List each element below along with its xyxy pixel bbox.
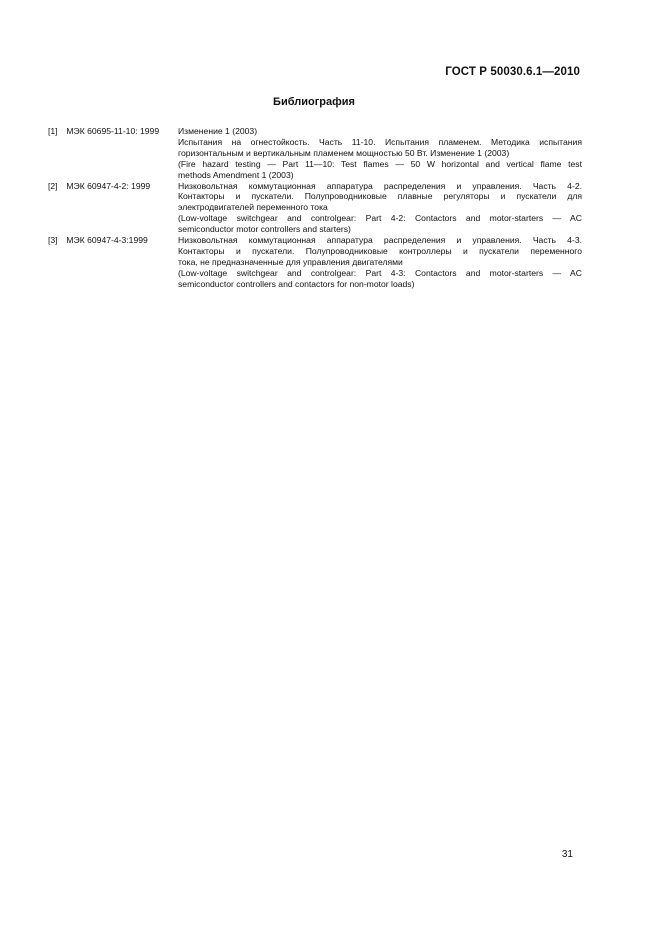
entry-line: электродвигателей переменного тока	[178, 202, 328, 213]
entry-line: (Low-voltage switchgear and controlgear: Part 4-2: Contactors and motor-starters — AC	[178, 213, 582, 224]
entry-standard: МЭК 60947-4-2: 1999	[66, 180, 151, 191]
entry-line: Контакторы и пускатели. Полупроводниковые контроллеры и пускатели переменного	[178, 245, 582, 256]
bibliography-entry	[48, 235, 582, 290]
section-title: Библиография	[273, 96, 355, 108]
entry-line: Изменение 1 (2003)	[178, 126, 258, 136]
entry-reference	[48, 235, 178, 290]
entry-number: [1]	[48, 126, 58, 136]
page-number: 31	[561, 849, 573, 860]
bibliography-entry	[48, 181, 582, 236]
entry-line: semiconductor controllers and contactors for non-motor loads)	[178, 278, 415, 289]
entry-description	[178, 181, 582, 236]
entry-line: горизонтальным и вертикальным пламенем мощностью 50 Вт. Изменение 1 (2003)	[178, 147, 510, 158]
entry-line: (Fire hazard testing — Part 11—10: Test flames — 50 W horizontal and vertical flame test	[178, 158, 582, 169]
entry-line: Низковольтная коммутационная аппаратура распределения и управления. Часть 4-3.	[178, 235, 582, 246]
document-designation: ГОСТ Р 50030.6.1—2010	[445, 66, 580, 78]
entry-line: semiconductor motor controllers and starters)	[178, 224, 351, 235]
bibliography-list	[48, 126, 582, 290]
entry-description	[178, 235, 582, 290]
entry-line: Низковольтная коммутационная аппаратура распределения и управления. Часть 4-2.	[178, 180, 582, 191]
entry-description	[178, 126, 582, 181]
entry-standard: МЭК 60947-4-3:1999	[66, 235, 148, 246]
entry-line: (Low-voltage switchgear and controlgear: Part 4-3: Contactors and motor-starters — AC	[178, 267, 582, 278]
bibliography-entry	[48, 126, 582, 181]
entry-number: [2]	[48, 180, 58, 191]
entry-line: methods Amendment 1 (2003)	[178, 169, 294, 180]
entry-number: [3]	[48, 235, 58, 246]
entry-reference	[48, 181, 178, 236]
entry-line: тока, не предназначенные для управления двигателями	[178, 256, 403, 267]
entry-line: Контакторы и пускатели. Полупроводниковые плавные регуляторы и пускатели для	[178, 191, 582, 202]
entry-standard: МЭК 60695-11-10: 1999	[66, 126, 160, 136]
entry-reference	[48, 126, 178, 181]
entry-line: Испытания на огнестойкость. Часть 11-10. Испытания пламенем. Методика испытания	[178, 136, 582, 147]
